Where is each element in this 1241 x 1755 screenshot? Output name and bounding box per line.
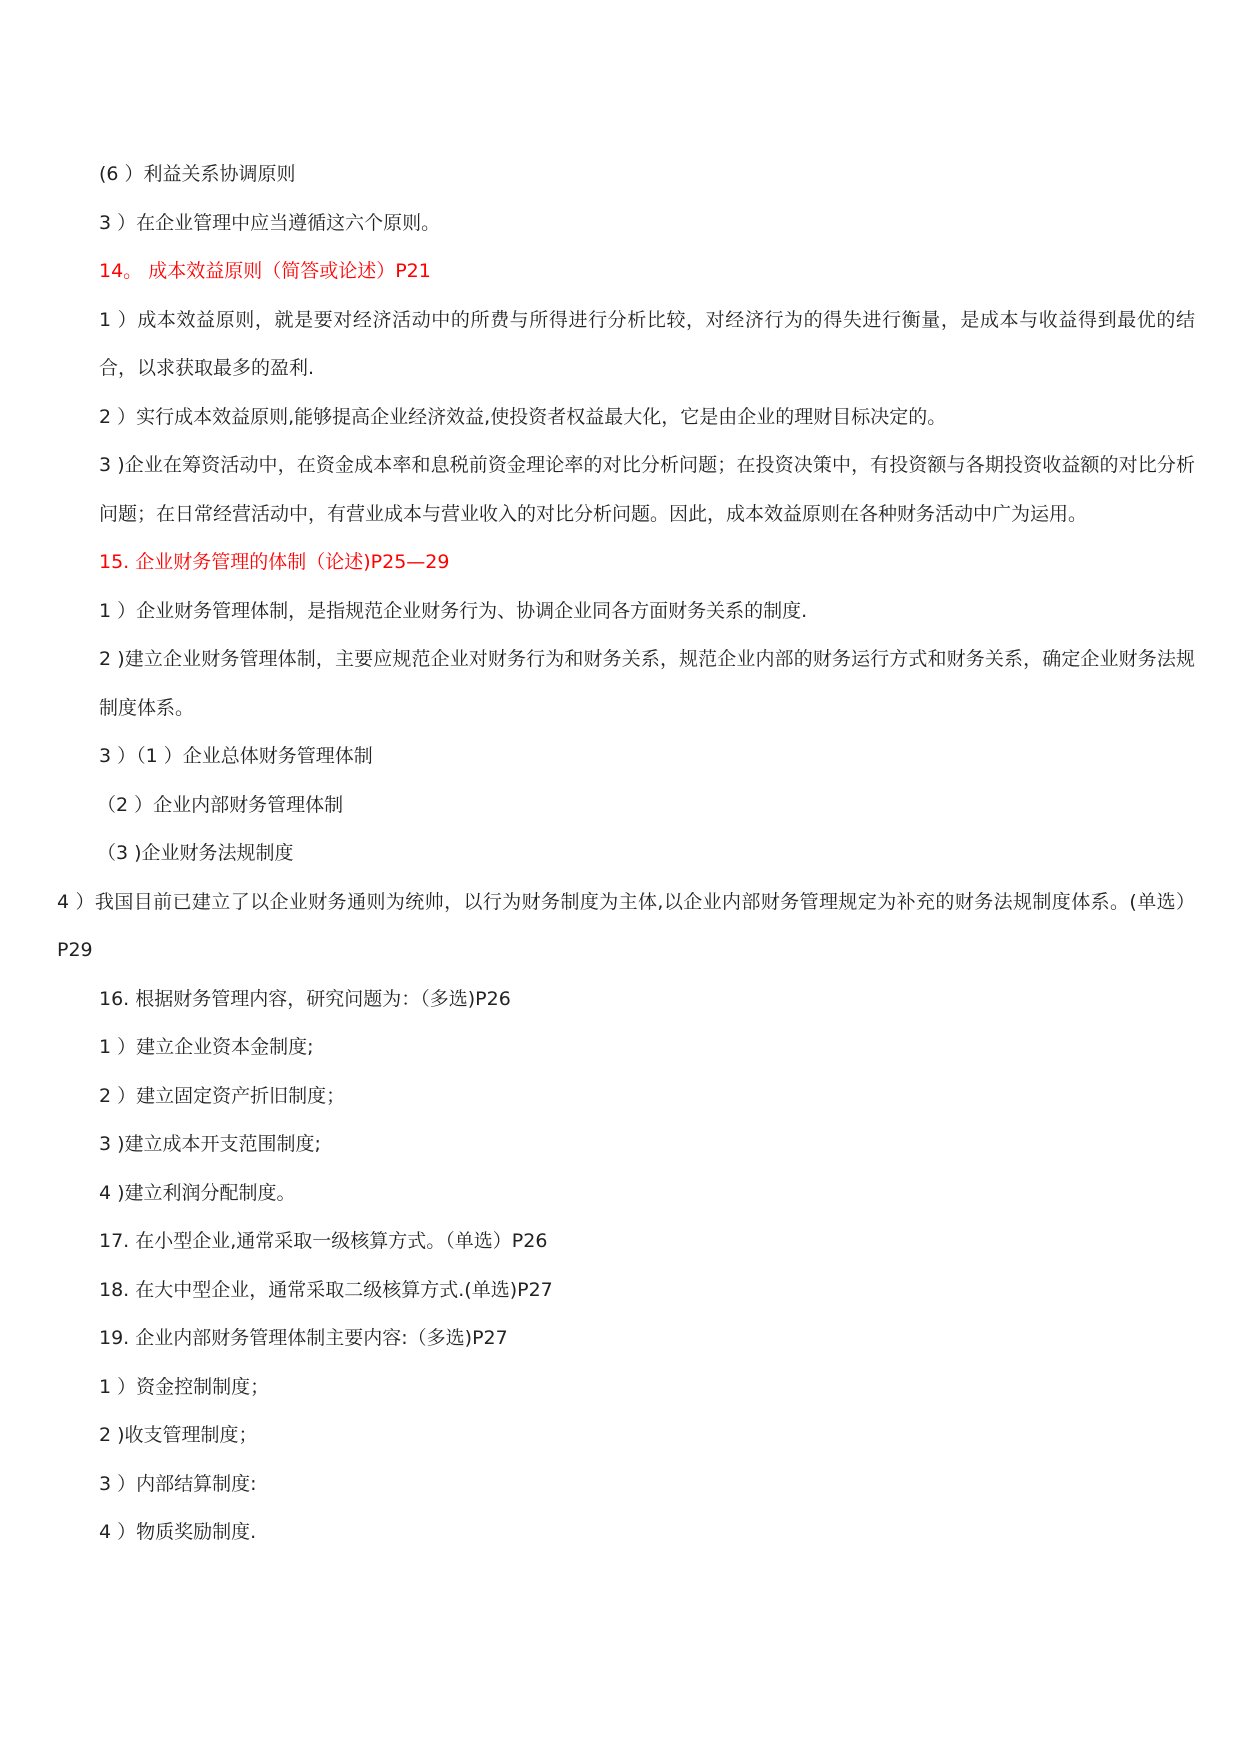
paragraph-cost-benefit-1: 1 ）成本效益原则，就是要对经济活动中的所费与所得进行分析比较，对经济行为的得失进行衡量，是成本与收益得到最优的结合，以求获取最多的盈利. xyxy=(99,308,1195,379)
list-item-19-4: 4 ）物质奖励制度. xyxy=(99,1521,257,1543)
paragraph-system-3-2: （2 ）企业内部财务管理体制 xyxy=(97,793,344,816)
paragraph-system-1: 1 ）企业财务管理体制，是指规范企业财务行为、协调企业同各方面财务关系的制度. xyxy=(99,599,808,622)
list-item-16-4: 4 )建立利润分配制度。 xyxy=(99,1181,296,1204)
paragraph-cost-benefit-3: 3 )企业在筹资活动中，在资金成本率和息税前资金理论率的对比分析问题；在投资决策中，有投资额与各期投资收益额的对比分析问题；在日常经营活动中，有营业成本与营业收入的对比分析问题。因此，成本效益原则在各种财务活动中广为运用。 xyxy=(99,454,1195,525)
list-item-16-2: 2 ）建立固定资产折旧制度； xyxy=(99,1084,346,1107)
list-item-19-2: 2 )收支管理制度； xyxy=(99,1424,258,1446)
section-heading-14: 14。 成本效益原则（简答或论述）P21 xyxy=(99,260,431,282)
paragraph-system-4: 4 ）我国目前已建立了以企业财务通则为统帅，以行为财务制度为主体,以企业内部财务管理规定为补充的财务法规制度体系。(单选）P29 xyxy=(57,890,1195,961)
section-heading-15: 15. 企业财务管理的体制（论述)P25—29 xyxy=(99,551,450,573)
paragraph-system-3-3: （3 )企业财务法规制度 xyxy=(97,842,294,864)
section-item-16: 16. 根据财务管理内容，研究问题为：（多选)P26 xyxy=(99,987,511,1010)
paragraph-six-principles: 3 ）在企业管理中应当遵循这六个原则。 xyxy=(99,211,441,234)
document-body xyxy=(57,150,1195,1557)
paragraph-cost-benefit-2: 2 ）实行成本效益原则,能够提高企业经济效益,使投资者权益最大化，它是由企业的理财目标决定的。 xyxy=(99,405,947,428)
list-item-16-3: 3 )建立成本开支范围制度; xyxy=(99,1133,321,1155)
section-item-19: 19. 企业内部财务管理体制主要内容:（多选)P27 xyxy=(99,1327,508,1349)
paragraph-principle-6: (6 ）利益关系协调原则 xyxy=(99,163,296,185)
section-item-17: 17. 在小型企业,通常采取一级核算方式。（单选）P26 xyxy=(99,1230,548,1252)
paragraph-system-2: 2 )建立企业财务管理体制，主要应规范企业对财务行为和财务关系，规范企业内部的财务运行方式和财务关系，确定企业财务法规制度体系。 xyxy=(99,648,1195,719)
section-item-18: 18. 在大中型企业，通常采取二级核算方式.(单选)P27 xyxy=(99,1278,553,1301)
list-item-16-1: 1 ）建立企业资本金制度; xyxy=(99,1036,314,1058)
list-item-19-1: 1 ）资金控制制度； xyxy=(99,1375,270,1398)
list-item-19-3: 3 ）内部结算制度: xyxy=(99,1472,257,1495)
paragraph-system-3-1: 3 ）（1 ）企业总体财务管理体制 xyxy=(99,745,373,767)
